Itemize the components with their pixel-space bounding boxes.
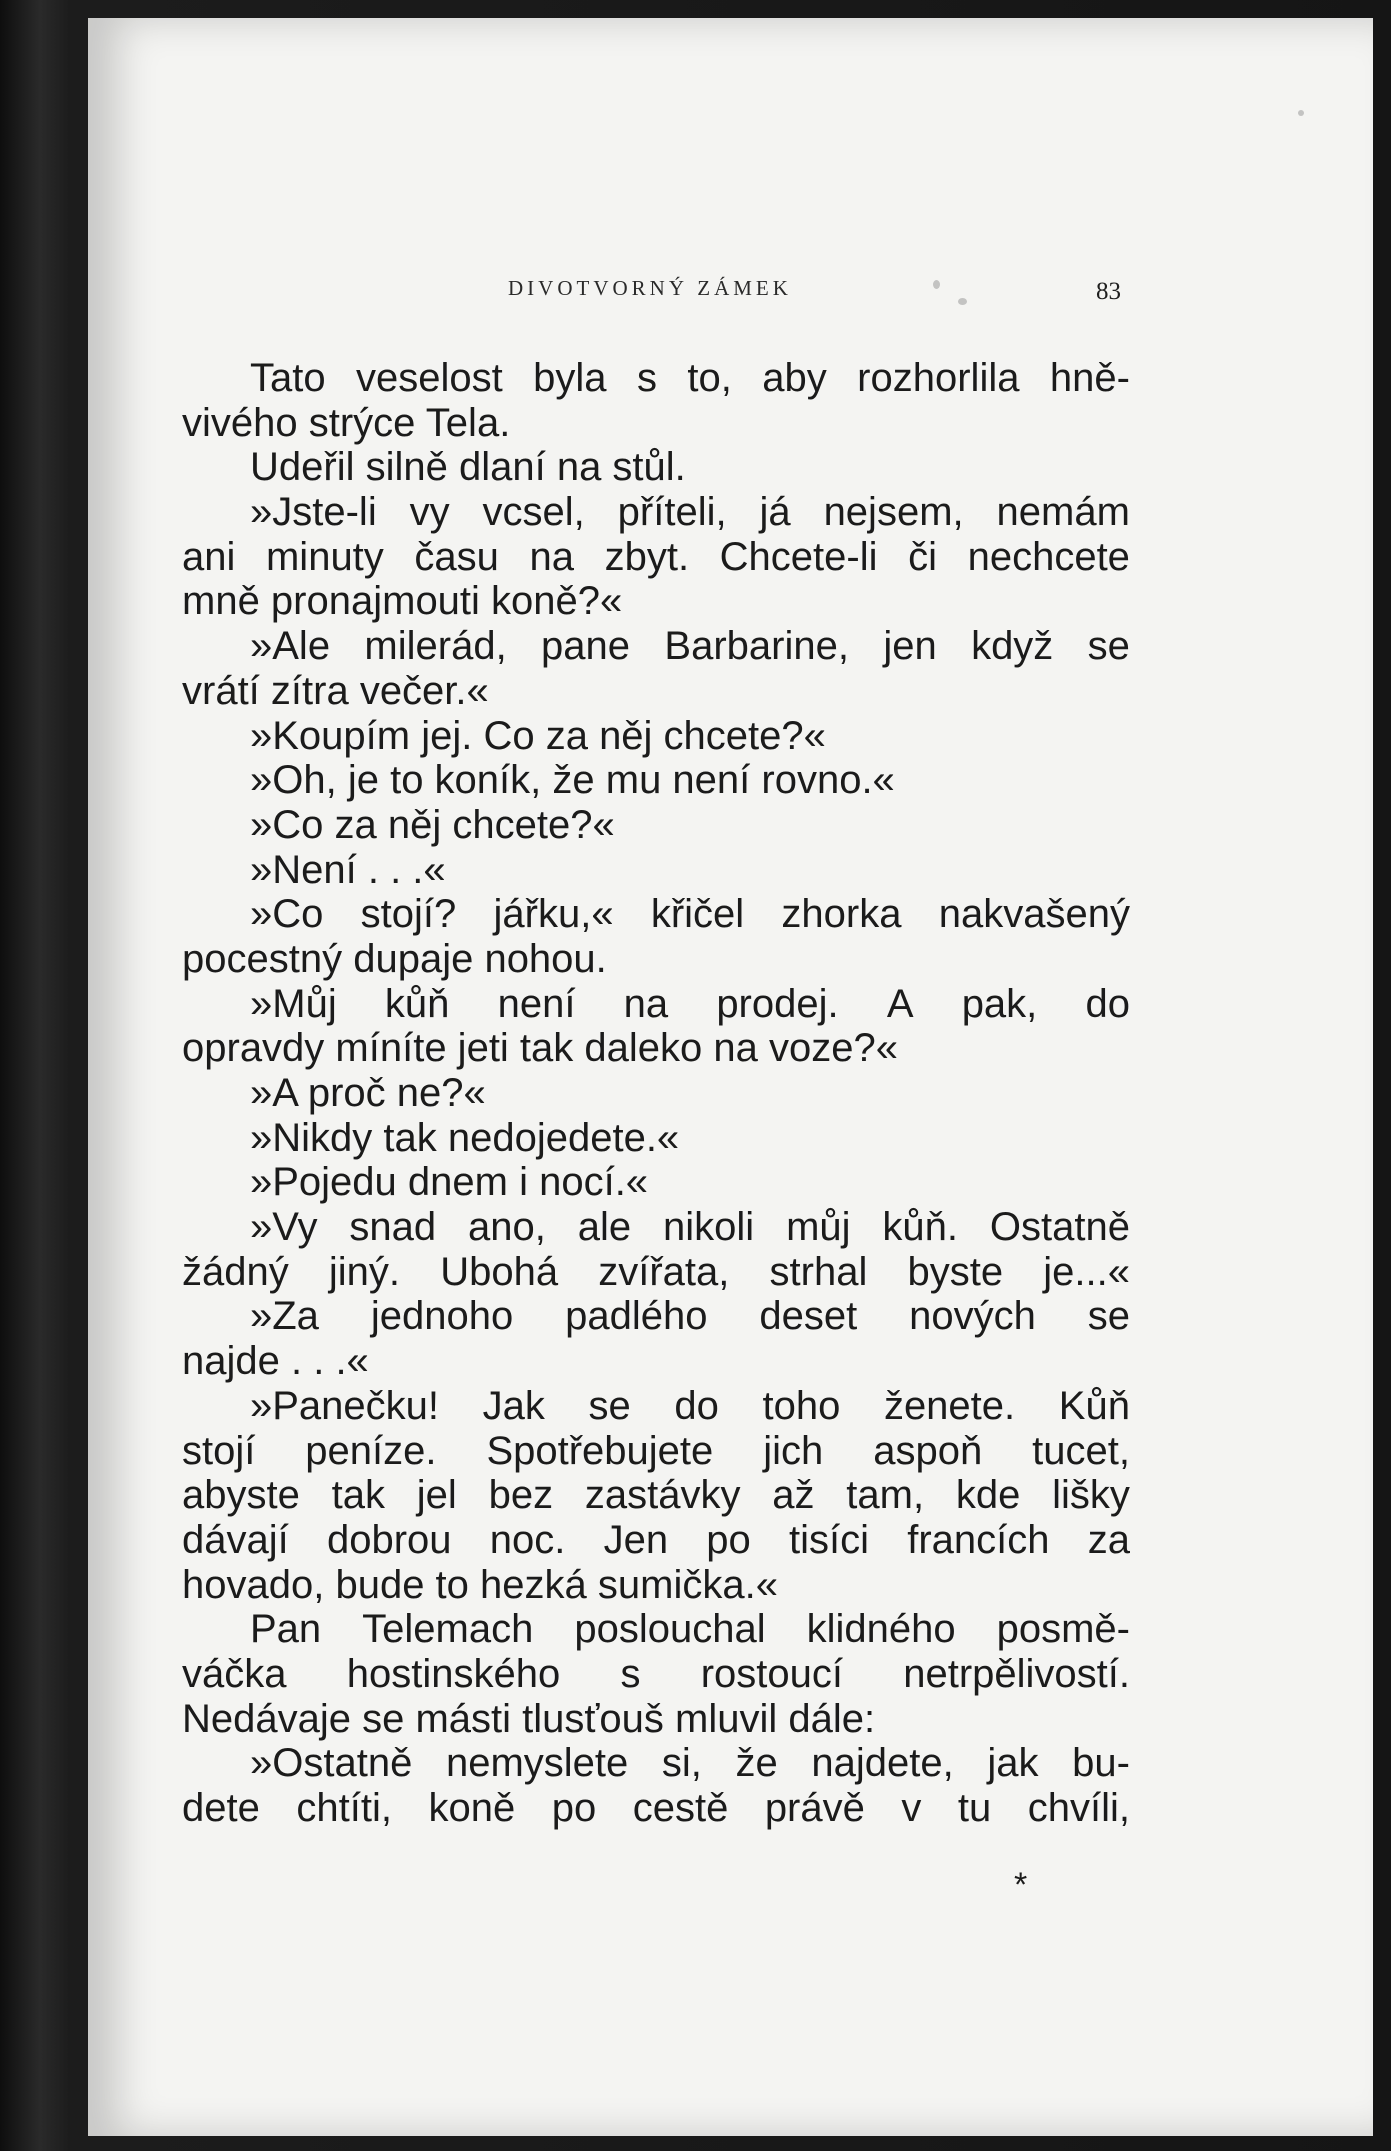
text-line: Nedávaje se másti tlusťouš mluvil dále: (182, 1696, 876, 1741)
text-line: vrátí zítra večer.« (182, 668, 489, 713)
text-line: »Můj kůň není na prodej. A pak, do (250, 981, 1130, 1026)
text-line: »Co stojí? jářku,« křičel zhorka nakvašený (250, 892, 1130, 937)
text-line: »Co za něj chcete?« (250, 802, 615, 847)
text-line: »Oh, je to koník, že mu není rovno.« (250, 758, 895, 803)
body-text (182, 356, 1130, 1831)
text-line: »Není . . .« (250, 847, 446, 892)
text-line: dete chtíti, koně po cestě právě v tu chvíli, (182, 1786, 1130, 1830)
text-line: »Koupím jej. Co za něj chcete?« (250, 713, 826, 758)
dust-speck (1298, 110, 1304, 116)
text-line: mně pronajmouti koně?« (182, 579, 623, 624)
text-line: »Nikdy tak nedojedete.« (250, 1115, 680, 1160)
signature-mark: * (1014, 1866, 1028, 1904)
running-header (88, 276, 1373, 316)
text-line: »Vy snad ano, ale nikoli můj kůň. Ostatně (250, 1205, 1130, 1250)
book-page (88, 18, 1373, 2136)
text-line: stojí peníze. Spotřebujete jich aspoň tucet, (182, 1428, 1130, 1473)
text-line: »Ale milerád, pane Barbarine, jen když se (250, 624, 1130, 669)
text-line: Pan Telemach poslouchal klidného posmě- (250, 1607, 1130, 1652)
text-line: váčka hostinského s rostoucí netrpělivostí. (182, 1651, 1130, 1696)
text-line: »Jste-li vy vcsel, příteli, já nejsem, nemám (250, 490, 1130, 535)
running-title: DIVOTVORNÝ ZÁMEK (508, 276, 792, 300)
text-line: »Panečku! Jak se do toho ženete. Kůň (250, 1383, 1130, 1428)
text-line: žádný jiný. Ubohá zvířata, strhal byste je...« (182, 1249, 1130, 1294)
page-number: 83 (1096, 278, 1121, 305)
text-line: Tato veselost byla s to, aby rozhorlila hně- (250, 356, 1130, 400)
text-line: Udeřil silně dlaní na stůl. (250, 445, 686, 490)
text-line: »Za jednoho padlého deset nových se (250, 1294, 1130, 1339)
text-line: »Pojedu dnem i nocí.« (250, 1160, 649, 1205)
text-line: opravdy míníte jeti tak daleko na voze?« (182, 1026, 898, 1071)
text-line: dávají dobrou noc. Jen po tisíci francích za (182, 1517, 1130, 1562)
text-line: hovado, bude to hezká sumička.« (182, 1562, 778, 1607)
text-line: abyste tak jel bez zastávky až tam, kde lišky (182, 1473, 1130, 1518)
text-line: ani minuty času na zbyt. Chcete-li či nechcete (182, 534, 1130, 579)
text-line: »A proč ne?« (250, 1071, 486, 1115)
text-line: pocestný dupaje nohou. (182, 936, 607, 981)
text-line: »Ostatně nemyslete si, že najdete, jak bu- (250, 1741, 1130, 1786)
text-line: vivého strýce Tela. (182, 400, 511, 445)
text-line: najde . . .« (182, 1339, 369, 1384)
